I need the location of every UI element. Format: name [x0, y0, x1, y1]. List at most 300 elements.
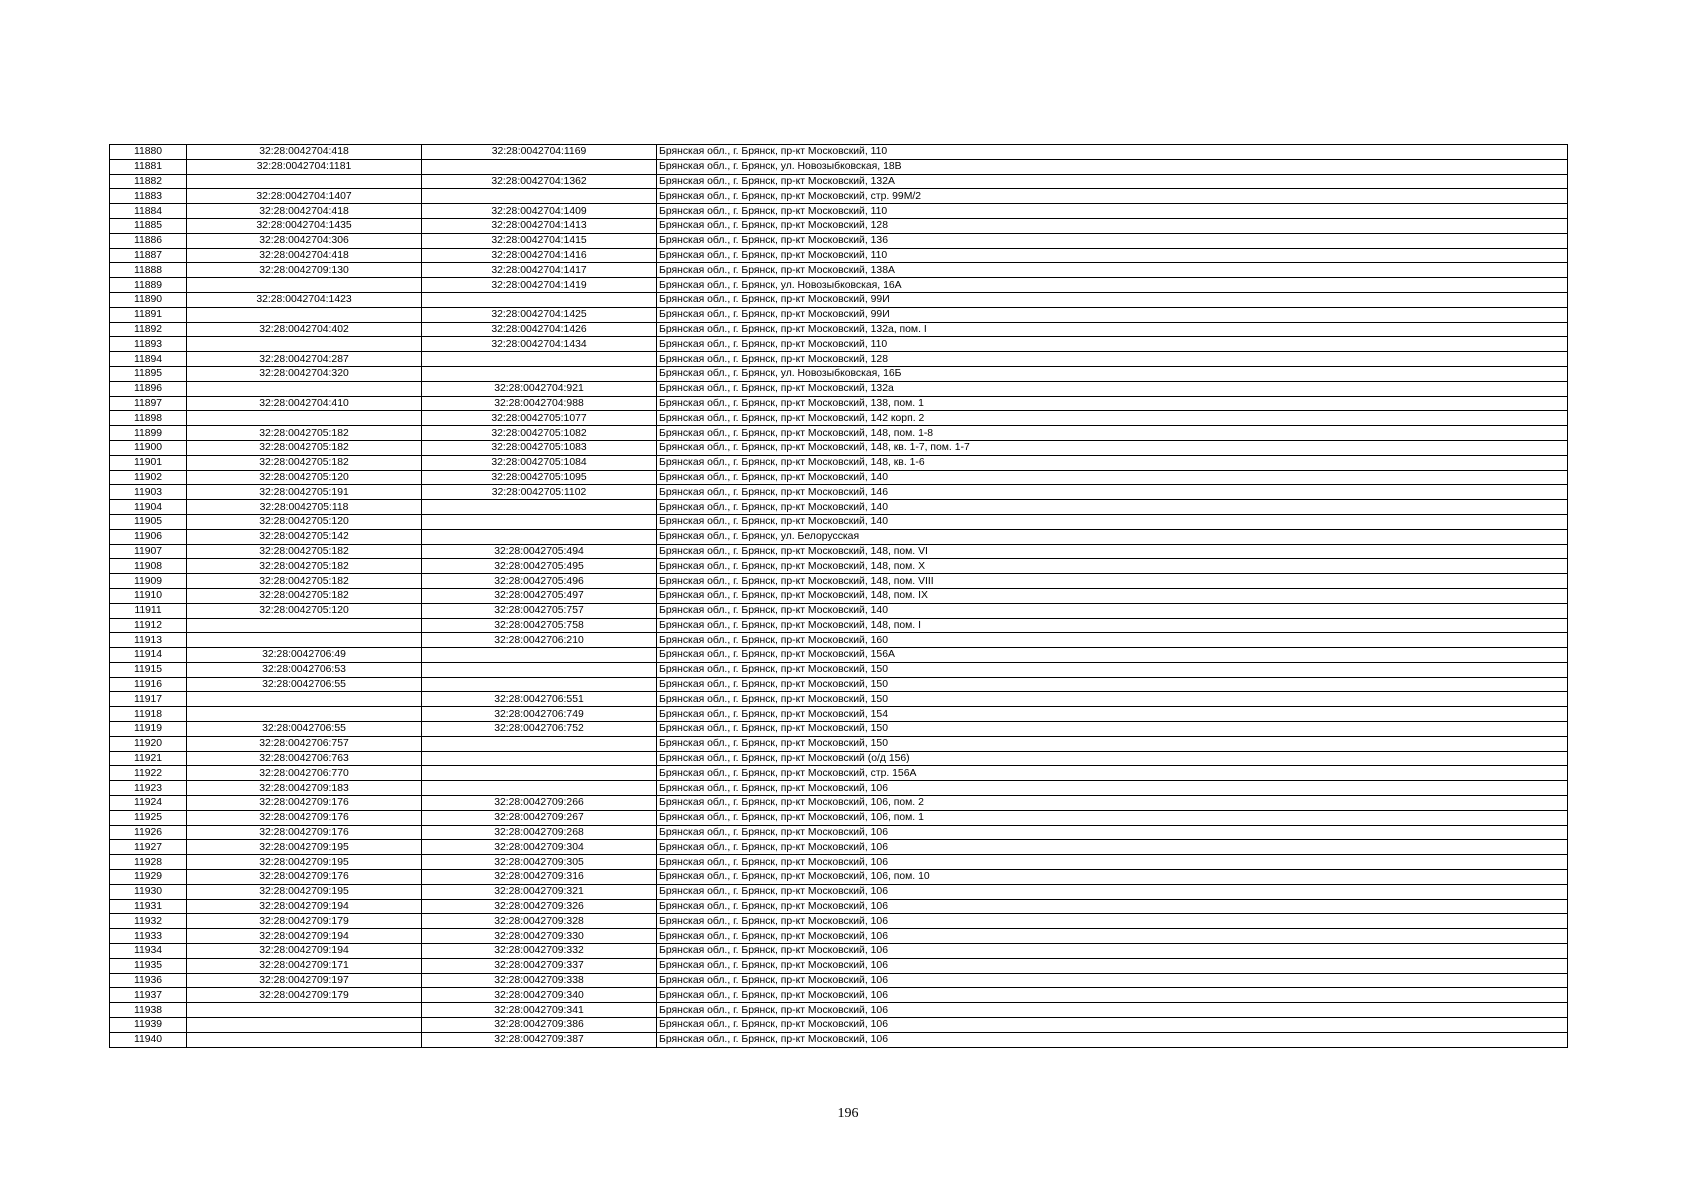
parcel-number-cell: 32:28:0042709:194 — [187, 929, 422, 944]
parcel-number-cell: 32:28:0042705:182 — [187, 544, 422, 559]
row-number-cell: 11904 — [110, 500, 187, 515]
row-number-cell: 11885 — [110, 218, 187, 233]
address-cell: Брянская обл., г. Брянск, пр-кт Московский, 154 — [657, 707, 1568, 722]
row-number-cell: 11884 — [110, 204, 187, 219]
parcel-number-cell: 32:28:0042704:418 — [187, 204, 422, 219]
object-number-cell: 32:28:0042709:387 — [422, 1032, 657, 1047]
table-row — [110, 988, 1568, 1003]
parcel-number-cell: 32:28:0042709:194 — [187, 899, 422, 914]
table-row — [110, 1032, 1568, 1047]
object-number-cell: 32:28:0042704:1415 — [422, 233, 657, 248]
table-row — [110, 677, 1568, 692]
address-cell: Брянская обл., г. Брянск, пр-кт Московский, 106 — [657, 825, 1568, 840]
row-number-cell: 11886 — [110, 233, 187, 248]
table-row — [110, 781, 1568, 796]
object-number-cell: 32:28:0042709:386 — [422, 1018, 657, 1033]
table-row — [110, 500, 1568, 515]
table-row — [110, 322, 1568, 337]
parcel-number-cell: 32:28:0042706:55 — [187, 722, 422, 737]
parcel-number-cell: 32:28:0042709:195 — [187, 840, 422, 855]
object-number-cell — [422, 159, 657, 174]
row-number-cell: 11937 — [110, 988, 187, 1003]
object-number-cell: 32:28:0042705:1084 — [422, 455, 657, 470]
row-number-cell: 11896 — [110, 381, 187, 396]
address-cell: Брянская обл., г. Брянск, пр-кт Московский, 106 — [657, 914, 1568, 929]
address-cell: Брянская обл., г. Брянск, пр-кт Московский, 106 — [657, 840, 1568, 855]
object-number-cell: 32:28:0042709:337 — [422, 958, 657, 973]
table-row — [110, 618, 1568, 633]
table-row — [110, 648, 1568, 663]
address-cell: Брянская обл., г. Брянск, пр-кт Московский, 106 — [657, 958, 1568, 973]
object-number-cell — [422, 751, 657, 766]
object-number-cell: 32:28:0042704:1413 — [422, 218, 657, 233]
address-cell: Брянская обл., г. Брянск, пр-кт Московский, 140 — [657, 500, 1568, 515]
row-number-cell: 11931 — [110, 899, 187, 914]
row-number-cell: 11918 — [110, 707, 187, 722]
parcel-number-cell: 32:28:0042704:418 — [187, 145, 422, 160]
row-number-cell: 11887 — [110, 248, 187, 263]
parcel-number-cell: 32:28:0042705:120 — [187, 514, 422, 529]
address-cell: Брянская обл., г. Брянск, пр-кт Московский, 138, пом. 1 — [657, 396, 1568, 411]
row-number-cell: 11891 — [110, 307, 187, 322]
table-row — [110, 692, 1568, 707]
parcel-number-cell: 32:28:0042705:120 — [187, 603, 422, 618]
object-number-cell — [422, 189, 657, 204]
object-number-cell — [422, 781, 657, 796]
table-row — [110, 736, 1568, 751]
address-cell: Брянская обл., г. Брянск, пр-кт Московский, 140 — [657, 603, 1568, 618]
address-cell: Брянская обл., г. Брянск, пр-кт Московский, 150 — [657, 692, 1568, 707]
object-number-cell: 32:28:0042704:1409 — [422, 204, 657, 219]
address-cell: Брянская обл., г. Брянск, пр-кт Московский, 110 — [657, 145, 1568, 160]
table-row — [110, 189, 1568, 204]
table-row — [110, 292, 1568, 307]
address-cell: Брянская обл., г. Брянск, пр-кт Московский, 106 — [657, 973, 1568, 988]
object-number-cell: 32:28:0042709:321 — [422, 884, 657, 899]
address-cell: Брянская обл., г. Брянск, пр-кт Московский, 106 — [657, 781, 1568, 796]
parcel-number-cell: 32:28:0042709:176 — [187, 825, 422, 840]
table-row — [110, 958, 1568, 973]
address-cell: Брянская обл., г. Брянск, пр-кт Московский, 106, пом. 1 — [657, 810, 1568, 825]
parcel-number-cell: 32:28:0042704:287 — [187, 352, 422, 367]
row-number-cell: 11923 — [110, 781, 187, 796]
object-number-cell: 32:28:0042704:1419 — [422, 278, 657, 293]
object-number-cell: 32:28:0042704:1434 — [422, 337, 657, 352]
object-number-cell: 32:28:0042709:332 — [422, 944, 657, 959]
row-number-cell: 11895 — [110, 366, 187, 381]
parcel-number-cell: 32:28:0042704:1435 — [187, 218, 422, 233]
address-cell: Брянская обл., г. Брянск, пр-кт Московский, 132а, пом. I — [657, 322, 1568, 337]
object-number-cell — [422, 662, 657, 677]
address-cell: Брянская обл., г. Брянск, пр-кт Московский, 138А — [657, 263, 1568, 278]
parcel-number-cell — [187, 278, 422, 293]
object-number-cell: 32:28:0042706:551 — [422, 692, 657, 707]
address-cell: Брянская обл., г. Брянск, ул. Новозыбковская, 16Б — [657, 366, 1568, 381]
parcel-number-cell — [187, 381, 422, 396]
row-number-cell: 11890 — [110, 292, 187, 307]
parcel-number-cell: 32:28:0042704:320 — [187, 366, 422, 381]
row-number-cell: 11903 — [110, 485, 187, 500]
table-row — [110, 352, 1568, 367]
object-number-cell: 32:28:0042709:267 — [422, 810, 657, 825]
object-number-cell — [422, 766, 657, 781]
row-number-cell: 11928 — [110, 855, 187, 870]
row-number-cell: 11909 — [110, 574, 187, 589]
table-row — [110, 1003, 1568, 1018]
row-number-cell: 11889 — [110, 278, 187, 293]
row-number-cell: 11930 — [110, 884, 187, 899]
address-cell: Брянская обл., г. Брянск, пр-кт Московский, 140 — [657, 470, 1568, 485]
object-number-cell — [422, 352, 657, 367]
object-number-cell: 32:28:0042709:328 — [422, 914, 657, 929]
row-number-cell: 11901 — [110, 455, 187, 470]
parcel-number-cell: 32:28:0042706:763 — [187, 751, 422, 766]
table-row — [110, 248, 1568, 263]
table-row — [110, 722, 1568, 737]
parcel-number-cell: 32:28:0042704:418 — [187, 248, 422, 263]
address-cell: Брянская обл., г. Брянск, ул. Новозыбковская, 16А — [657, 278, 1568, 293]
table-row — [110, 810, 1568, 825]
table-row — [110, 929, 1568, 944]
address-cell: Брянская обл., г. Брянск, пр-кт Московский, 140 — [657, 514, 1568, 529]
parcel-number-cell: 32:28:0042709:176 — [187, 810, 422, 825]
table-row — [110, 396, 1568, 411]
row-number-cell: 11893 — [110, 337, 187, 352]
table-row — [110, 707, 1568, 722]
object-number-cell: 32:28:0042709:304 — [422, 840, 657, 855]
row-number-cell: 11908 — [110, 559, 187, 574]
parcel-number-cell: 32:28:0042704:410 — [187, 396, 422, 411]
table-row — [110, 307, 1568, 322]
row-number-cell: 11911 — [110, 603, 187, 618]
address-cell: Брянская обл., г. Брянск, пр-кт Московский, 150 — [657, 736, 1568, 751]
page-number: 196 — [837, 1106, 859, 1121]
parcel-number-cell — [187, 1032, 422, 1047]
row-number-cell: 11927 — [110, 840, 187, 855]
table-row — [110, 973, 1568, 988]
object-number-cell: 32:28:0042706:749 — [422, 707, 657, 722]
parcel-number-cell: 32:28:0042705:182 — [187, 559, 422, 574]
address-cell: Брянская обл., г. Брянск, пр-кт Московский, 148, кв. 1-6 — [657, 455, 1568, 470]
address-cell: Брянская обл., г. Брянск, пр-кт Московский, 132А — [657, 174, 1568, 189]
object-number-cell: 32:28:0042704:1425 — [422, 307, 657, 322]
address-cell: Брянская обл., г. Брянск, пр-кт Московский, 110 — [657, 337, 1568, 352]
table-row — [110, 218, 1568, 233]
object-number-cell: 32:28:0042704:1416 — [422, 248, 657, 263]
address-cell: Брянская обл., г. Брянск, пр-кт Московский, 148, пом. VIII — [657, 574, 1568, 589]
table-row — [110, 796, 1568, 811]
parcel-number-cell: 32:28:0042705:182 — [187, 574, 422, 589]
object-number-cell: 32:28:0042705:1082 — [422, 426, 657, 441]
table-row — [110, 1018, 1568, 1033]
parcel-number-cell: 32:28:0042709:194 — [187, 944, 422, 959]
object-number-cell: 32:28:0042705:496 — [422, 574, 657, 589]
row-number-cell: 11938 — [110, 1003, 187, 1018]
row-number-cell: 11929 — [110, 870, 187, 885]
parcel-number-cell: 32:28:0042705:182 — [187, 588, 422, 603]
address-cell: Брянская обл., г. Брянск, пр-кт Московский, 156А — [657, 648, 1568, 663]
address-cell: Брянская обл., г. Брянск, пр-кт Московский, 148, кв. 1-7, пом. 1-7 — [657, 440, 1568, 455]
address-cell: Брянская обл., г. Брянск, пр-кт Московский, 142 корп. 2 — [657, 411, 1568, 426]
table-row — [110, 766, 1568, 781]
row-number-cell: 11922 — [110, 766, 187, 781]
address-cell: Брянская обл., г. Брянск, пр-кт Московский, 110 — [657, 248, 1568, 263]
parcel-number-cell: 32:28:0042704:1181 — [187, 159, 422, 174]
parcel-number-cell: 32:28:0042709:171 — [187, 958, 422, 973]
address-cell: Брянская обл., г. Брянск, пр-кт Московский, 99И — [657, 292, 1568, 307]
parcel-number-cell: 32:28:0042706:53 — [187, 662, 422, 677]
address-cell: Брянская обл., г. Брянск, пр-кт Московский, 160 — [657, 633, 1568, 648]
row-number-cell: 11913 — [110, 633, 187, 648]
property-table — [109, 144, 1568, 1048]
object-number-cell: 32:28:0042709:266 — [422, 796, 657, 811]
address-cell: Брянская обл., г. Брянск, ул. Новозыбковская, 18В — [657, 159, 1568, 174]
parcel-number-cell — [187, 1003, 422, 1018]
table-body — [110, 145, 1568, 1048]
object-number-cell: 32:28:0042705:758 — [422, 618, 657, 633]
row-number-cell: 11936 — [110, 973, 187, 988]
table-row — [110, 381, 1568, 396]
object-number-cell: 32:28:0042705:495 — [422, 559, 657, 574]
object-number-cell: 32:28:0042704:1417 — [422, 263, 657, 278]
parcel-number-cell: 32:28:0042709:195 — [187, 884, 422, 899]
parcel-number-cell: 32:28:0042706:757 — [187, 736, 422, 751]
table-row — [110, 145, 1568, 160]
row-number-cell: 11912 — [110, 618, 187, 633]
object-number-cell: 32:28:0042706:752 — [422, 722, 657, 737]
address-cell: Брянская обл., г. Брянск, пр-кт Московский, 150 — [657, 722, 1568, 737]
parcel-number-cell: 32:28:0042705:142 — [187, 529, 422, 544]
object-number-cell: 32:28:0042705:497 — [422, 588, 657, 603]
row-number-cell: 11935 — [110, 958, 187, 973]
table-row — [110, 278, 1568, 293]
object-number-cell: 32:28:0042704:921 — [422, 381, 657, 396]
object-number-cell: 32:28:0042709:268 — [422, 825, 657, 840]
parcel-number-cell: 32:28:0042705:191 — [187, 485, 422, 500]
object-number-cell: 32:28:0042705:1083 — [422, 440, 657, 455]
parcel-number-cell — [187, 707, 422, 722]
row-number-cell: 11898 — [110, 411, 187, 426]
row-number-cell: 11917 — [110, 692, 187, 707]
table-row — [110, 603, 1568, 618]
object-number-cell — [422, 514, 657, 529]
row-number-cell: 11926 — [110, 825, 187, 840]
row-number-cell: 11939 — [110, 1018, 187, 1033]
table-row — [110, 840, 1568, 855]
table-row — [110, 485, 1568, 500]
table-row — [110, 514, 1568, 529]
row-number-cell: 11900 — [110, 440, 187, 455]
row-number-cell: 11905 — [110, 514, 187, 529]
table-row — [110, 633, 1568, 648]
row-number-cell: 11897 — [110, 396, 187, 411]
table-row — [110, 899, 1568, 914]
parcel-number-cell: 32:28:0042706:55 — [187, 677, 422, 692]
table-row — [110, 366, 1568, 381]
row-number-cell: 11888 — [110, 263, 187, 278]
parcel-number-cell: 32:28:0042705:118 — [187, 500, 422, 515]
parcel-number-cell: 32:28:0042704:306 — [187, 233, 422, 248]
row-number-cell: 11932 — [110, 914, 187, 929]
parcel-number-cell: 32:28:0042704:1423 — [187, 292, 422, 307]
table-row — [110, 426, 1568, 441]
parcel-number-cell — [187, 1018, 422, 1033]
table-row — [110, 855, 1568, 870]
row-number-cell: 11924 — [110, 796, 187, 811]
row-number-cell: 11881 — [110, 159, 187, 174]
address-cell: Брянская обл., г. Брянск, пр-кт Московский, 148, пом. VI — [657, 544, 1568, 559]
parcel-number-cell: 32:28:0042705:182 — [187, 426, 422, 441]
parcel-number-cell: 32:28:0042704:402 — [187, 322, 422, 337]
address-cell: Брянская обл., г. Брянск, пр-кт Московский, 106 — [657, 988, 1568, 1003]
address-cell: Брянская обл., г. Брянск, пр-кт Московский, 146 — [657, 485, 1568, 500]
address-cell: Брянская обл., г. Брянск, пр-кт Московский, 99И — [657, 307, 1568, 322]
parcel-number-cell: 32:28:0042704:1407 — [187, 189, 422, 204]
parcel-number-cell — [187, 411, 422, 426]
object-number-cell — [422, 292, 657, 307]
address-cell: Брянская обл., г. Брянск, пр-кт Московский, 106, пом. 10 — [657, 870, 1568, 885]
object-number-cell: 32:28:0042704:1426 — [422, 322, 657, 337]
address-cell: Брянская обл., г. Брянск, ул. Белорусская — [657, 529, 1568, 544]
object-number-cell: 32:28:0042704:1362 — [422, 174, 657, 189]
object-number-cell — [422, 648, 657, 663]
address-cell: Брянская обл., г. Брянск, пр-кт Московский, 106 — [657, 1003, 1568, 1018]
object-number-cell: 32:28:0042705:1102 — [422, 485, 657, 500]
table-row — [110, 159, 1568, 174]
address-cell: Брянская обл., г. Брянск, пр-кт Московский, стр. 156А — [657, 766, 1568, 781]
table-row — [110, 944, 1568, 959]
object-number-cell: 32:28:0042705:1077 — [422, 411, 657, 426]
address-cell: Брянская обл., г. Брянск, пр-кт Московский, 150 — [657, 662, 1568, 677]
address-cell: Брянская обл., г. Брянск, пр-кт Московский, стр. 99М/2 — [657, 189, 1568, 204]
parcel-number-cell: 32:28:0042709:179 — [187, 988, 422, 1003]
table-row — [110, 559, 1568, 574]
row-number-cell: 11906 — [110, 529, 187, 544]
table-row — [110, 455, 1568, 470]
object-number-cell: 32:28:0042705:1095 — [422, 470, 657, 485]
parcel-number-cell: 32:28:0042709:176 — [187, 796, 422, 811]
row-number-cell: 11915 — [110, 662, 187, 677]
parcel-number-cell: 32:28:0042705:182 — [187, 455, 422, 470]
table-row — [110, 174, 1568, 189]
parcel-number-cell: 32:28:0042709:176 — [187, 870, 422, 885]
row-number-cell: 11894 — [110, 352, 187, 367]
address-cell: Брянская обл., г. Брянск, пр-кт Московский (о/д 156) — [657, 751, 1568, 766]
row-number-cell: 11910 — [110, 588, 187, 603]
row-number-cell: 11892 — [110, 322, 187, 337]
object-number-cell: 32:28:0042704:1169 — [422, 145, 657, 160]
address-cell: Брянская обл., г. Брянск, пр-кт Московский, 106, пом. 2 — [657, 796, 1568, 811]
address-cell: Брянская обл., г. Брянск, пр-кт Московский, 106 — [657, 944, 1568, 959]
table-row — [110, 870, 1568, 885]
object-number-cell — [422, 500, 657, 515]
table-row — [110, 914, 1568, 929]
row-number-cell: 11916 — [110, 677, 187, 692]
object-number-cell: 32:28:0042705:757 — [422, 603, 657, 618]
address-cell: Брянская обл., г. Брянск, пр-кт Московский, 106 — [657, 855, 1568, 870]
object-number-cell: 32:28:0042706:210 — [422, 633, 657, 648]
row-number-cell: 11914 — [110, 648, 187, 663]
object-number-cell — [422, 529, 657, 544]
table-row — [110, 574, 1568, 589]
row-number-cell: 11925 — [110, 810, 187, 825]
table-row — [110, 544, 1568, 559]
object-number-cell: 32:28:0042709:340 — [422, 988, 657, 1003]
parcel-number-cell — [187, 692, 422, 707]
address-cell: Брянская обл., г. Брянск, пр-кт Московский, 132а — [657, 381, 1568, 396]
address-cell: Брянская обл., г. Брянск, пр-кт Московский, 128 — [657, 352, 1568, 367]
object-number-cell: 32:28:0042705:494 — [422, 544, 657, 559]
table-row — [110, 751, 1568, 766]
address-cell: Брянская обл., г. Брянск, пр-кт Московский, 106 — [657, 929, 1568, 944]
address-cell: Брянская обл., г. Брянск, пр-кт Московский, 150 — [657, 677, 1568, 692]
parcel-number-cell: 32:28:0042709:183 — [187, 781, 422, 796]
table-row — [110, 825, 1568, 840]
address-cell: Брянская обл., г. Брянск, пр-кт Московский, 110 — [657, 204, 1568, 219]
object-number-cell: 32:28:0042709:341 — [422, 1003, 657, 1018]
row-number-cell: 11882 — [110, 174, 187, 189]
table-row — [110, 411, 1568, 426]
parcel-number-cell: 32:28:0042705:120 — [187, 470, 422, 485]
object-number-cell: 32:28:0042709:316 — [422, 870, 657, 885]
address-cell: Брянская обл., г. Брянск, пр-кт Московский, 106 — [657, 899, 1568, 914]
row-number-cell: 11880 — [110, 145, 187, 160]
row-number-cell: 11920 — [110, 736, 187, 751]
address-cell: Брянская обл., г. Брянск, пр-кт Московский, 148, пом. I — [657, 618, 1568, 633]
parcel-number-cell: 32:28:0042709:197 — [187, 973, 422, 988]
row-number-cell: 11921 — [110, 751, 187, 766]
parcel-number-cell — [187, 633, 422, 648]
parcel-number-cell — [187, 174, 422, 189]
object-number-cell — [422, 366, 657, 381]
object-number-cell — [422, 677, 657, 692]
object-number-cell: 32:28:0042709:305 — [422, 855, 657, 870]
table-row — [110, 233, 1568, 248]
object-number-cell: 32:28:0042704:988 — [422, 396, 657, 411]
row-number-cell: 11899 — [110, 426, 187, 441]
table-row — [110, 337, 1568, 352]
row-number-cell: 11933 — [110, 929, 187, 944]
table-row — [110, 662, 1568, 677]
table-row — [110, 440, 1568, 455]
row-number-cell: 11940 — [110, 1032, 187, 1047]
table-row — [110, 470, 1568, 485]
row-number-cell: 11907 — [110, 544, 187, 559]
parcel-number-cell: 32:28:0042709:179 — [187, 914, 422, 929]
address-cell: Брянская обл., г. Брянск, пр-кт Московский, 106 — [657, 884, 1568, 899]
object-number-cell: 32:28:0042709:326 — [422, 899, 657, 914]
parcel-number-cell: 32:28:0042709:130 — [187, 263, 422, 278]
parcel-number-cell: 32:28:0042706:49 — [187, 648, 422, 663]
parcel-number-cell: 32:28:0042706:770 — [187, 766, 422, 781]
address-cell: Брянская обл., г. Брянск, пр-кт Московский, 106 — [657, 1032, 1568, 1047]
address-cell: Брянская обл., г. Брянск, пр-кт Московский, 148, пом. 1-8 — [657, 426, 1568, 441]
row-number-cell: 11883 — [110, 189, 187, 204]
row-number-cell: 11919 — [110, 722, 187, 737]
table-row — [110, 884, 1568, 899]
row-number-cell: 11934 — [110, 944, 187, 959]
address-cell: Брянская обл., г. Брянск, пр-кт Московский, 106 — [657, 1018, 1568, 1033]
object-number-cell: 32:28:0042709:338 — [422, 973, 657, 988]
parcel-number-cell — [187, 307, 422, 322]
object-number-cell — [422, 736, 657, 751]
address-cell: Брянская обл., г. Брянск, пр-кт Московский, 136 — [657, 233, 1568, 248]
table-row — [110, 588, 1568, 603]
parcel-number-cell: 32:28:0042709:195 — [187, 855, 422, 870]
table-row — [110, 529, 1568, 544]
address-cell: Брянская обл., г. Брянск, пр-кт Московский, 128 — [657, 218, 1568, 233]
parcel-number-cell: 32:28:0042705:182 — [187, 440, 422, 455]
